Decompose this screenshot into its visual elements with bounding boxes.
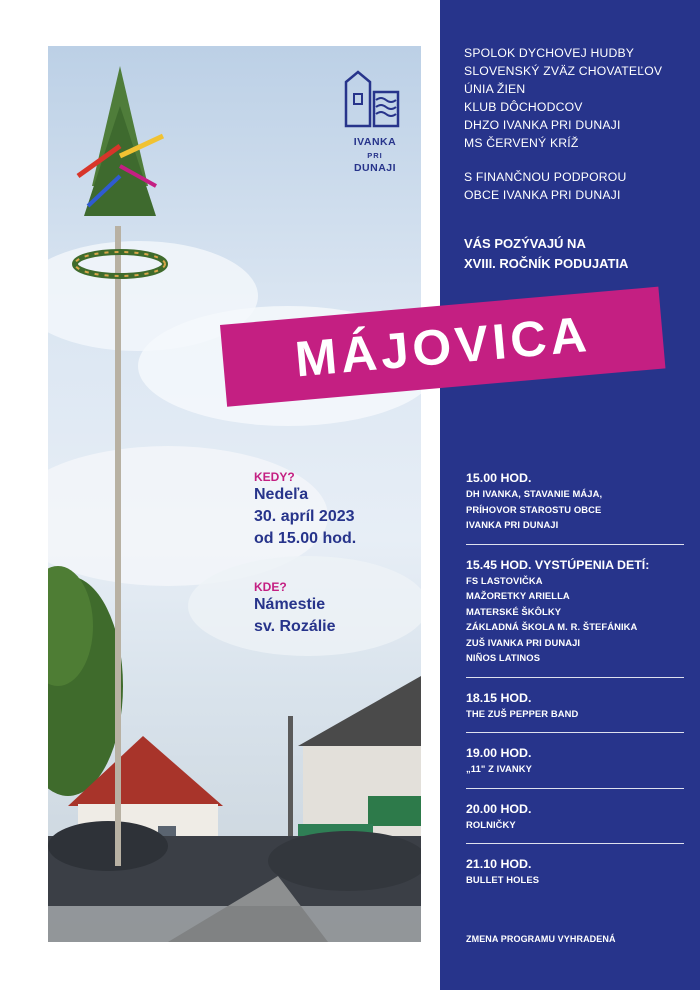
slot-line: THE ZUŠ PEPPER BAND (466, 707, 579, 719)
slot-line: MAŽORETKY ARIELLA (466, 590, 570, 601)
divider (466, 732, 684, 733)
invitation (464, 234, 628, 274)
invitation-line: VÁS POZÝVAJÚ NA (464, 236, 586, 251)
support-line: S FINANČNOU PODPOROU (464, 170, 627, 184)
invitation-line: XVIII. ROČNÍK PODUJATIA (464, 256, 629, 271)
slot-time: 20.00 HOD. (466, 801, 532, 816)
green-awning (368, 796, 421, 826)
slot-line: MATERSKÉ ŠKÔLKY (466, 605, 562, 617)
divider (466, 843, 684, 844)
organizer-item: MS ČERVENÝ KRÍŽ (464, 136, 579, 150)
slot-line: „11" Z IVANKY (466, 763, 533, 774)
event-info (254, 470, 356, 638)
logo-text-line3: DUNAJI (353, 162, 397, 174)
organizer-item: SPOLOK DYCHOVEJ HUDBY (464, 46, 635, 60)
program-slot (440, 690, 700, 722)
logo-text-line1: IVANKA (353, 136, 397, 148)
organizer-item: ÚNIA ŽIEN (464, 82, 526, 96)
building-roof (298, 676, 421, 746)
organizer-item: DHZO IVANKA PRI DUNAJI (464, 118, 621, 132)
crowd (268, 831, 421, 891)
organizer-item: KLUB DÔCHODCOV (464, 100, 583, 114)
slot-line: PRÍHOVOR STAROSTU OBCE (466, 503, 602, 515)
slot-line: NIÑOS LATINOS (466, 652, 541, 663)
slot-line: DH IVANKA, STAVANIE MÁJA, (466, 488, 603, 499)
financial-support (464, 168, 626, 204)
event-title: MÁJOVICA (292, 305, 593, 388)
program-schedule (440, 470, 700, 888)
slot-time: 15.45 HOD. VYSTÚPENIA DETÍ: (466, 557, 650, 572)
slot-line: ROLNIČKY (466, 818, 516, 830)
maypole (115, 226, 121, 866)
slot-line: ZUŠ IVANKA PRI DUNAJI (466, 636, 581, 648)
program-slot (440, 745, 700, 777)
pavement (48, 906, 421, 942)
when-label: KEDY? (254, 470, 295, 484)
divider (466, 677, 684, 678)
program-change-notice: ZMENA PROGRAMU VYHRADENÁ (466, 934, 616, 944)
place-line: sv. Rozálie (254, 618, 336, 635)
program-slot (440, 557, 700, 666)
town-crest-icon (340, 70, 410, 132)
logo-text-line2: PRI (367, 151, 383, 160)
divider (466, 544, 684, 545)
program-slot (440, 856, 700, 888)
program-slot (440, 801, 700, 833)
slot-line: ZÁKLADNÁ ŠKOLA M. R. ŠTEFÁNIKA (466, 621, 638, 632)
slot-time: 19.00 HOD. (466, 746, 532, 760)
program-slot (440, 470, 700, 533)
info-panel (440, 0, 700, 990)
slot-line: FS LASTOVIČKA (466, 574, 543, 586)
town-logo (340, 70, 410, 182)
date-line: od 15.00 hod. (254, 530, 357, 547)
organizer-item: SLOVENSKÝ ZVÄZ CHOVATEĽOV (464, 64, 663, 78)
divider (466, 788, 684, 789)
slot-line: BULLET HOLES (466, 874, 540, 885)
slot-time: 15.00 HOD. (466, 471, 532, 485)
where-label: KDE? (254, 580, 287, 594)
place-line: Námestie (254, 596, 326, 613)
date-line: Nedeľa (254, 486, 309, 503)
slot-time: 18.15 HOD. (466, 690, 532, 705)
organizers-list (464, 44, 662, 152)
support-line: OBCE IVANKA PRI DUNAJI (464, 188, 621, 202)
slot-line: IVANKA PRI DUNAJI (466, 519, 559, 530)
date-line: 30. apríl 2023 (254, 508, 355, 525)
crowd (48, 821, 168, 871)
slot-time: 21.10 HOD. (466, 857, 532, 871)
